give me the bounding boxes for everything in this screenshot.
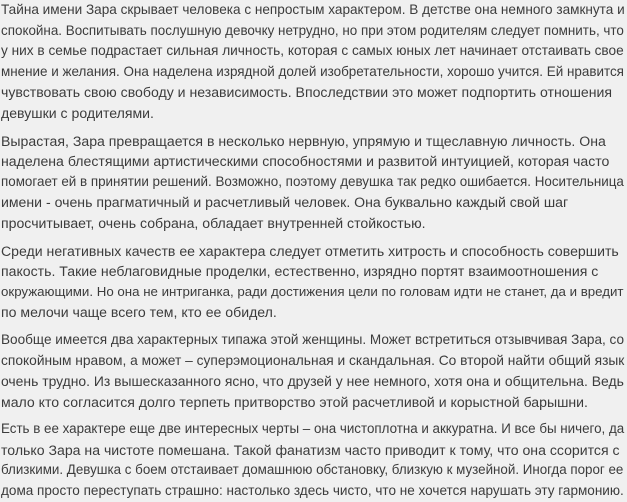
text-line: Среди негативных качеств ее характера следует отметить хитрость и способность совершить — [1, 242, 619, 259]
text-line: у них в семье подрастает сильная личность, которая с самых юных лет начинает отстаивать свое — [1, 43, 624, 59]
paragraph — [0, 0, 627, 124]
text-line: имени - очень прагматичный и расчетливый человек. Она буквально каждый свой шаг — [1, 194, 569, 211]
text-line: мало кто согласится долго терпеть притворство этой расчетливой и корыстной барышни. — [1, 393, 588, 410]
text-line: чувствовать свою свободу и независимость. Впоследствии это может подпортить отношения — [1, 84, 613, 101]
text-line: пакость. Такие неблаговидные проделки, естественно, изрядно портят взаимоотношения с — [1, 263, 599, 280]
paragraph — [0, 131, 627, 234]
paragraph — [0, 330, 627, 412]
text-line: Вырастая, Зара превращается в несколько нервную, упрямую и тщеславную личность. Она — [1, 132, 606, 149]
text-line: Тайна имени Зара скрывает человека с непростым характером. В детстве она немного замкнута и — [1, 2, 625, 17]
text-line: спокойным нравом, а может – суперэмоциональная и скандальная. Со второй найти общий язык — [1, 352, 625, 368]
text-line: очень трудно. Из вышесказанного ясно, что друзей у нее немного, хотя она и общительна. Ведь — [1, 373, 624, 390]
text-line: Вообще имеется два характерных типажа этой женщины. Может встретиться отзывчивая Зара, со — [1, 331, 625, 347]
text-line: дома просто переступать страшно: настолько здесь чисто, что не хочется нарушать эту гармонию. — [1, 483, 624, 499]
text-line: Есть в ее характере еще две интересных черты – она чистоплотна и аккуратна. И все бы ничего, да — [1, 421, 625, 437]
text-line: только Зара на чистоте помешана. Такой фанатизм часто приводит к тому, что она ссорится с — [1, 441, 620, 458]
text-line: девушки с родителями. — [1, 104, 154, 121]
text-line: спокойна. Воспитывать послушную девочку нетрудно, но при этом родителям следует помнить, что — [1, 22, 624, 38]
text-line: помогает ей в принятии решений. Возможно, поэтому девушка так редко ошибается. Носительница — [1, 173, 624, 189]
text-line: наделена блестящими артистическими способностями и развитой интуицией, которая часто — [1, 153, 610, 170]
text-line: мнение и желания. Она наделена изрядной долей изобретательности, хорошо учится. Ей нравится — [1, 63, 624, 79]
paragraph — [0, 419, 627, 501]
text-line: просчитывает, очень собрана, обладает внутренней стойкостью. — [1, 214, 426, 231]
paragraph — [0, 241, 627, 323]
text-line: близкими. Девушка с боем отстаивает домашнюю обстановку, близкую к музейной. Иногда порог ее — [1, 462, 624, 478]
text-line: по мелочи чаще всего тем, кто ее обидел. — [1, 304, 277, 321]
text-line: окружающими. Но она не интриганка, ради достижения цели по головам идти не станет, да и вредит — [1, 283, 624, 299]
